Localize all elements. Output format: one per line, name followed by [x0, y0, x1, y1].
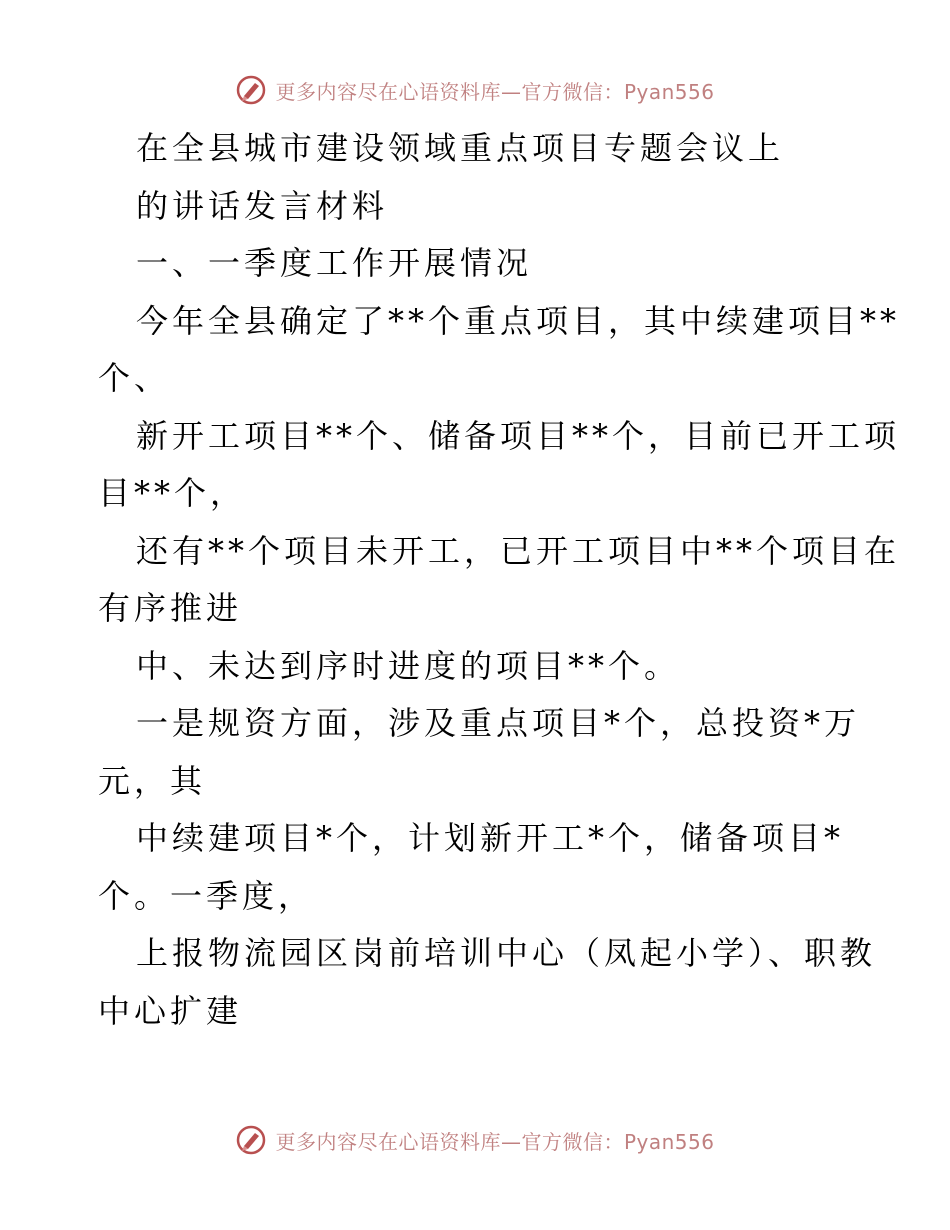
paragraph-line: 一是规资方面，涉及重点项目*个，总投资*万 [136, 704, 861, 742]
paragraph-line: 新开工项目**个、储备项目**个，目前已开工项 [136, 416, 901, 455]
paragraph-line: 个。一季度， [98, 876, 315, 915]
paragraph-line: 今年全县确定了**个重点项目，其中续建项目** [136, 301, 901, 340]
paragraph-line: 一、一季度工作开展情况 [136, 244, 533, 282]
paragraph-line: 有序推进 [98, 589, 243, 627]
paragraph-line: 的讲话发言材料 [136, 186, 389, 225]
paragraph-line: 中、未达到序时进度的项目**个。 [136, 646, 681, 685]
paragraph-line: 上报物流园区岗前培训中心（凤起小学）、职教 [136, 934, 877, 972]
pen-logo-icon [235, 1124, 267, 1156]
paragraph-line: 还有**个项目未开工，已开工项目中**个项目在 [136, 531, 901, 570]
document-body [98, 120, 901, 1040]
paragraph-line: 目**个， [98, 474, 247, 512]
paragraph-line: 中心扩建 [98, 991, 243, 1030]
header-watermark [0, 70, 950, 110]
paragraph-line: 中续建项目*个，计划新开工*个，储备项目* [136, 819, 845, 857]
paragraph-line: 元，其 [98, 761, 207, 800]
footer-watermark [0, 1120, 950, 1160]
pen-logo-icon [235, 74, 267, 106]
watermark-text: 更多内容尽在心语资料库—官方微信：Pyan556 [275, 79, 715, 104]
watermark-text: 更多内容尽在心语资料库—官方微信：Pyan556 [275, 1129, 715, 1154]
paragraph-line: 个、 [98, 359, 171, 397]
paragraph-line: 在全县城市建设领域重点项目专题会议上 [136, 129, 785, 167]
